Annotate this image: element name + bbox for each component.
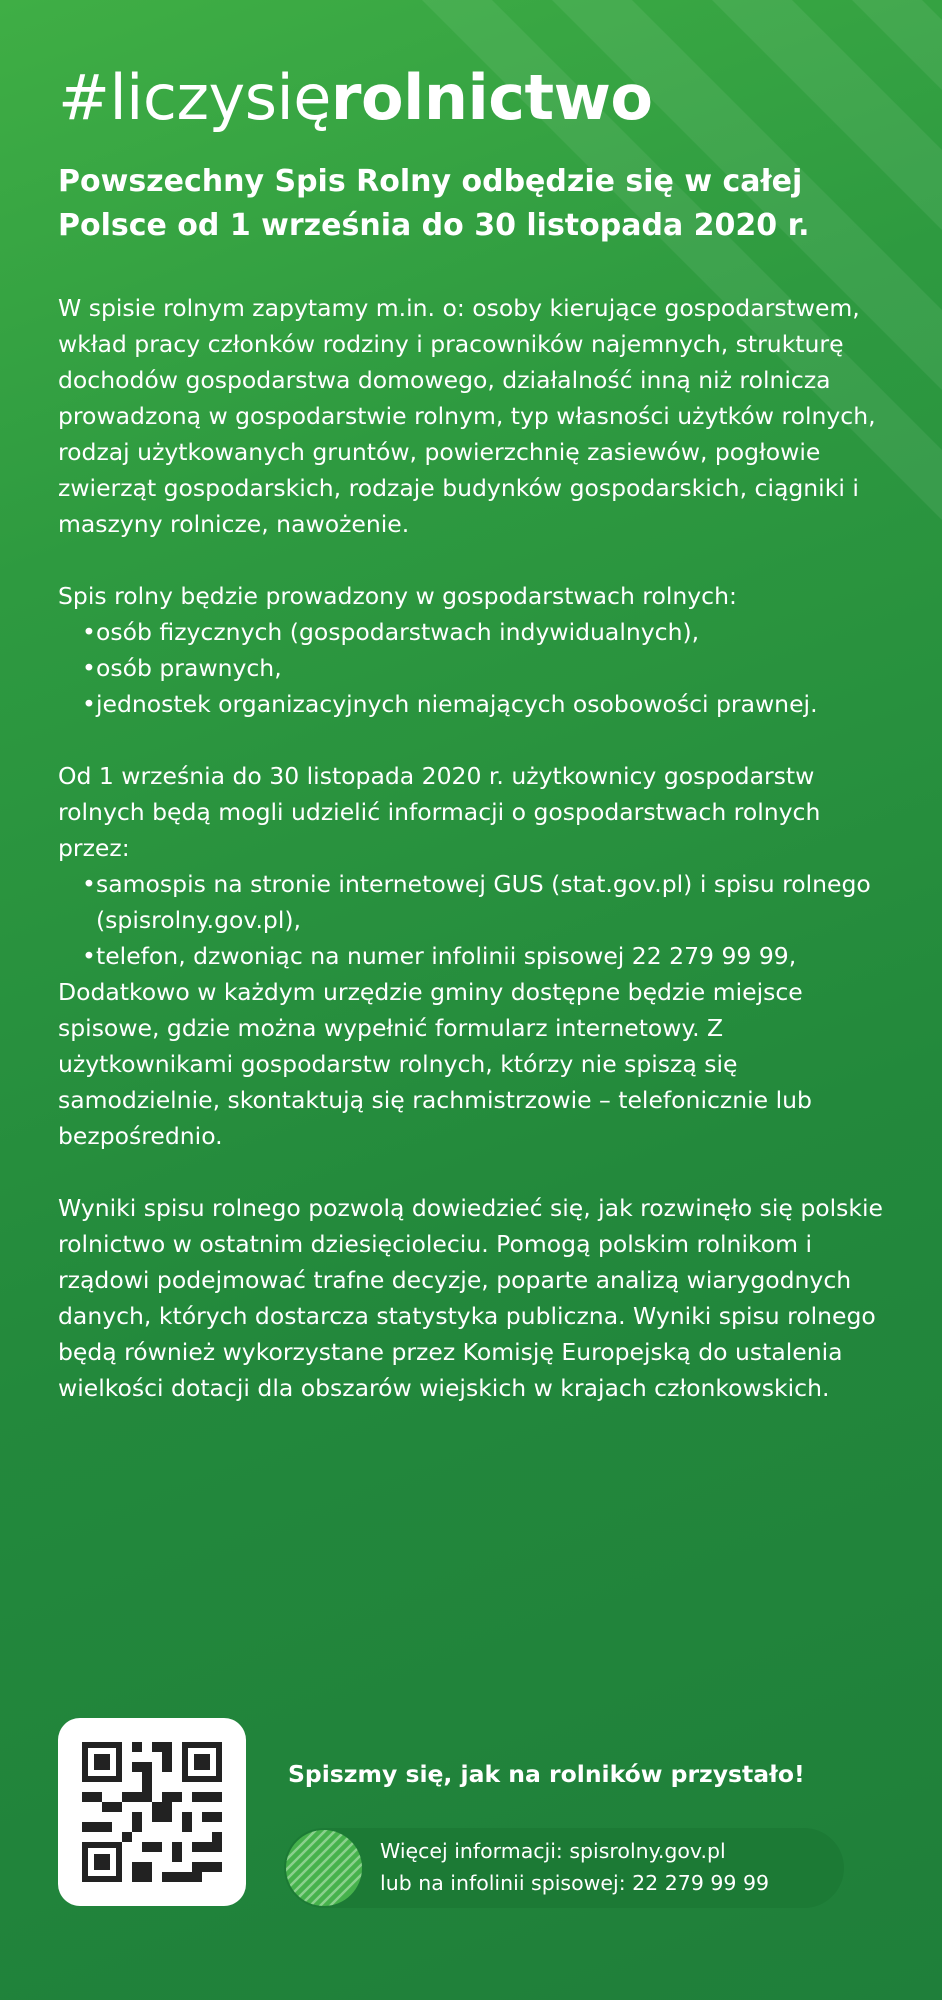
main-content	[58, 58, 898, 1406]
striped-circle-icon	[286, 1830, 362, 1906]
footer	[58, 1718, 858, 1908]
hashtag-bold: rolnictwo	[330, 61, 653, 134]
farm-types-section	[58, 578, 898, 722]
list-item: • osób fizycznych (gospodarstwach indywidualnych),	[82, 614, 898, 650]
info-hotline[interactable]: lub na infolinii spisowej: 22 279 99 99	[380, 1871, 770, 1895]
info-text	[380, 1835, 769, 1899]
participation-intro: Od 1 września do 30 listopada 2020 r. użytkownicy gospodarstw rolnych będą mogli udzielić informacji o gospodarstwach rolnych przez:	[58, 762, 821, 862]
list-item: • samospis na stronie internetowej GUS (stat.gov.pl) i spisu rolnego (spisrolny.gov.pl),	[82, 866, 898, 938]
farm-types-list	[58, 614, 898, 722]
participation-section	[58, 758, 898, 1154]
list-item: • telefon, dzwoniąc na numer infolinii spisowej 22 279 99 99,	[82, 938, 898, 974]
survey-topics-paragraph: W spisie rolnym zapytamy m.in. o: osoby kierujące gospodarstwem, wkład pracy członków rodziny i pracowników najemnych, strukturę dochodów gospodarstwa domowego, działalność inną niż rolnicza prowadzoną w gospodarstwie rolnym, typ własności użytków rolnych, rodzaj użytkowanych gruntów, powierzchnię zasiewów, pogłowie zwierząt gospodarskich, rodzaje budynków gospodarskich, ciągniki i maszyny rolnicze, nawożenie.	[58, 294, 876, 538]
qr-code-icon[interactable]	[58, 1718, 246, 1906]
info-website[interactable]: Więcej informacji: spisrolny.gov.pl	[380, 1839, 726, 1863]
slogan: Spiszmy się, jak na rolników przystało!	[288, 1760, 805, 1788]
list-item: • osób prawnych,	[82, 650, 898, 686]
farm-types-intro: Spis rolny będzie prowadzony w gospodarstwach rolnych:	[58, 582, 737, 610]
results-paragraph: Wyniki spisu rolnego pozwolą dowiedzieć się, jak rozwinęło się polskie rolnictwo w ostatnim dziesięcioleciu. Pomogą polskim rolnikom i rządowi podejmować trafne decyzje, poparte analizą wiarygodnych danych, których dostarcza statystyka publiczna. Wyniki spisu rolnego będą również wykorzystane przez Komisję Europejską do ustalenia wielkości dotacji dla obszarów wiejskich w krajach członkowskich.	[58, 1194, 884, 1402]
participation-outro: Dodatkowo w każdym urzędzie gminy dostępne będzie miejsce spisowe, gdzie można wypełnić formularz internetowy. Z użytkownikami gospodarstw rolnych, którzy nie spiszą się samodzielnie, skontaktują się rachmistrzowie – telefonicznie lub bezpośrednio.	[58, 978, 812, 1150]
list-item: • jednostek organizacyjnych niemających osobowości prawnej.	[82, 686, 898, 722]
participation-methods-list	[58, 866, 898, 974]
info-pill	[284, 1828, 844, 1908]
hashtag-title	[58, 58, 898, 138]
hashtag-light: #liczysię	[58, 61, 331, 134]
lead-heading: Powszechny Spis Rolny odbędzie się w całej Polsce od 1 września do 30 listopada 2020 r.	[58, 164, 810, 243]
